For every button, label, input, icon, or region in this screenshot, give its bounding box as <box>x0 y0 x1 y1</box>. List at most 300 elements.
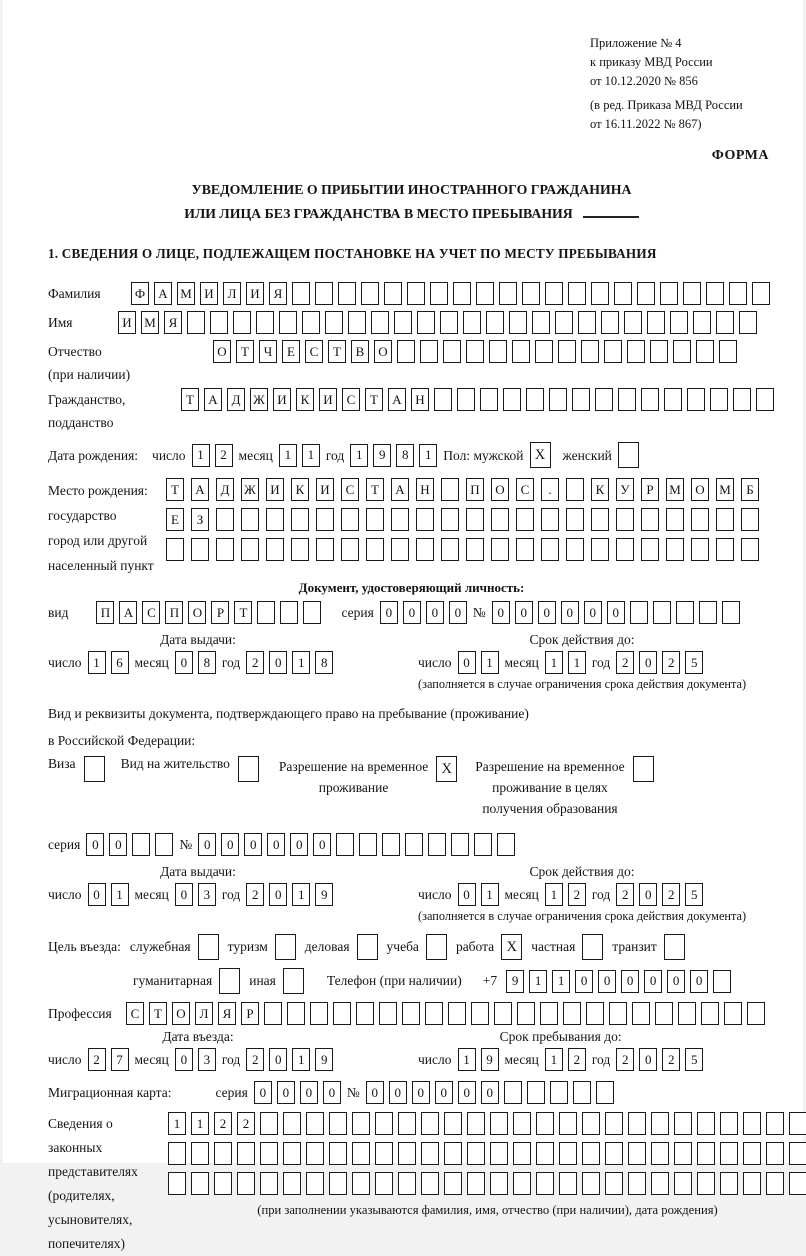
char-cell[interactable] <box>333 1002 351 1025</box>
char-cell[interactable]: 0 <box>221 833 239 856</box>
char-cell[interactable] <box>572 388 590 411</box>
char-cell[interactable] <box>722 601 740 624</box>
char-cell[interactable]: Е <box>282 340 300 363</box>
char-cell[interactable] <box>522 282 540 305</box>
char-cell[interactable]: И <box>266 478 284 501</box>
char-cell[interactable]: 2 <box>568 1048 586 1071</box>
char-cell[interactable] <box>315 282 333 305</box>
char-cell[interactable] <box>366 538 384 561</box>
char-cell[interactable]: 0 <box>323 1081 341 1104</box>
char-cell[interactable]: 0 <box>644 970 662 993</box>
char-cell[interactable] <box>666 508 684 531</box>
char-cell[interactable]: С <box>305 340 323 363</box>
char-cell[interactable] <box>416 538 434 561</box>
char-cell[interactable] <box>691 508 709 531</box>
char-cell[interactable]: 2 <box>246 883 264 906</box>
char-cell[interactable]: Я <box>269 282 287 305</box>
purpose-humanitarian-checkbox[interactable] <box>219 968 240 994</box>
char-cell[interactable] <box>696 340 714 363</box>
char-cell[interactable] <box>329 1112 347 1135</box>
char-cell[interactable] <box>391 508 409 531</box>
char-cell[interactable] <box>325 311 343 334</box>
char-cell[interactable] <box>581 340 599 363</box>
char-cell[interactable] <box>382 833 400 856</box>
char-cell[interactable] <box>384 282 402 305</box>
char-cell[interactable]: А <box>191 478 209 501</box>
char-cell[interactable]: У <box>616 478 634 501</box>
char-cell[interactable] <box>670 311 688 334</box>
char-cell[interactable]: 9 <box>315 1048 333 1071</box>
char-cell[interactable] <box>566 538 584 561</box>
char-cell[interactable] <box>559 1172 577 1195</box>
char-cell[interactable] <box>664 388 682 411</box>
char-cell[interactable] <box>555 311 573 334</box>
char-cell[interactable]: 0 <box>575 970 593 993</box>
char-cell[interactable] <box>499 282 517 305</box>
char-cell[interactable] <box>329 1142 347 1165</box>
char-cell[interactable] <box>440 311 458 334</box>
char-cell[interactable]: 8 <box>198 651 216 674</box>
char-cell[interactable]: 0 <box>561 601 579 624</box>
char-cell[interactable] <box>375 1112 393 1135</box>
char-cell[interactable] <box>720 1112 738 1135</box>
temp-residence-education-checkbox[interactable] <box>633 756 654 782</box>
char-cell[interactable]: 5 <box>685 1048 703 1071</box>
char-cell[interactable] <box>241 508 259 531</box>
char-cell[interactable] <box>541 538 559 561</box>
char-cell[interactable]: . <box>541 478 559 501</box>
char-cell[interactable]: 0 <box>607 601 625 624</box>
char-cell[interactable] <box>630 601 648 624</box>
char-cell[interactable] <box>716 538 734 561</box>
char-cell[interactable] <box>605 1172 623 1195</box>
char-cell[interactable] <box>512 340 530 363</box>
char-cell[interactable] <box>463 311 481 334</box>
char-cell[interactable]: 0 <box>584 601 602 624</box>
char-cell[interactable] <box>743 1112 761 1135</box>
char-cell[interactable] <box>536 1172 554 1195</box>
char-cell[interactable] <box>283 1112 301 1135</box>
char-cell[interactable] <box>618 388 636 411</box>
char-cell[interactable] <box>366 508 384 531</box>
char-cell[interactable]: 0 <box>366 1081 384 1104</box>
char-cell[interactable] <box>491 508 509 531</box>
char-cell[interactable] <box>701 1002 719 1025</box>
char-cell[interactable]: 0 <box>515 601 533 624</box>
char-cell[interactable]: 3 <box>198 1048 216 1071</box>
char-cell[interactable] <box>628 1142 646 1165</box>
char-cell[interactable] <box>341 508 359 531</box>
char-cell[interactable] <box>573 1081 591 1104</box>
char-cell[interactable]: 0 <box>667 970 685 993</box>
char-cell[interactable]: 8 <box>396 444 414 467</box>
char-cell[interactable] <box>591 282 609 305</box>
char-cell[interactable] <box>647 311 665 334</box>
char-cell[interactable]: К <box>291 478 309 501</box>
char-cell[interactable]: П <box>165 601 183 624</box>
purpose-transit-checkbox[interactable] <box>664 934 685 960</box>
char-cell[interactable]: 0 <box>449 601 467 624</box>
char-cell[interactable]: 2 <box>237 1112 255 1135</box>
char-cell[interactable]: 0 <box>389 1081 407 1104</box>
char-cell[interactable]: О <box>691 478 709 501</box>
char-cell[interactable] <box>168 1142 186 1165</box>
char-cell[interactable]: М <box>716 478 734 501</box>
char-cell[interactable] <box>283 1172 301 1195</box>
char-cell[interactable]: 0 <box>269 651 287 674</box>
char-cell[interactable] <box>578 311 596 334</box>
char-cell[interactable]: А <box>388 388 406 411</box>
char-cell[interactable]: 2 <box>215 444 233 467</box>
char-cell[interactable]: 3 <box>198 883 216 906</box>
char-cell[interactable]: Д <box>216 478 234 501</box>
char-cell[interactable] <box>214 1142 232 1165</box>
char-cell[interactable] <box>756 388 774 411</box>
char-cell[interactable] <box>379 1002 397 1025</box>
char-cell[interactable] <box>402 1002 420 1025</box>
char-cell[interactable] <box>398 1172 416 1195</box>
char-cell[interactable] <box>651 1172 669 1195</box>
char-cell[interactable] <box>540 1002 558 1025</box>
char-cell[interactable] <box>306 1142 324 1165</box>
char-cell[interactable] <box>466 538 484 561</box>
char-cell[interactable]: 7 <box>111 1048 129 1071</box>
char-cell[interactable]: Л <box>195 1002 213 1025</box>
char-cell[interactable] <box>678 1002 696 1025</box>
char-cell[interactable]: 1 <box>350 444 368 467</box>
char-cell[interactable] <box>471 1002 489 1025</box>
char-cell[interactable] <box>474 833 492 856</box>
char-cell[interactable]: 2 <box>662 1048 680 1071</box>
char-cell[interactable]: 9 <box>506 970 524 993</box>
char-cell[interactable] <box>591 538 609 561</box>
char-cell[interactable]: 1 <box>302 444 320 467</box>
char-cell[interactable] <box>191 538 209 561</box>
char-cell[interactable]: 1 <box>168 1112 186 1135</box>
char-cell[interactable] <box>467 1172 485 1195</box>
char-cell[interactable] <box>614 282 632 305</box>
char-cell[interactable] <box>486 311 504 334</box>
purpose-other-checkbox[interactable] <box>283 968 304 994</box>
char-cell[interactable] <box>375 1172 393 1195</box>
char-cell[interactable] <box>166 538 184 561</box>
char-cell[interactable] <box>420 340 438 363</box>
char-cell[interactable] <box>752 282 770 305</box>
char-cell[interactable]: А <box>204 388 222 411</box>
char-cell[interactable] <box>490 1142 508 1165</box>
char-cell[interactable]: 1 <box>568 651 586 674</box>
char-cell[interactable] <box>720 1172 738 1195</box>
char-cell[interactable] <box>683 282 701 305</box>
char-cell[interactable] <box>233 311 251 334</box>
char-cell[interactable] <box>766 1112 784 1135</box>
char-cell[interactable] <box>509 311 527 334</box>
char-cell[interactable]: О <box>213 340 231 363</box>
char-cell[interactable]: А <box>119 601 137 624</box>
char-cell[interactable] <box>691 538 709 561</box>
char-cell[interactable]: 0 <box>639 883 657 906</box>
char-cell[interactable]: З <box>191 508 209 531</box>
char-cell[interactable]: 2 <box>662 883 680 906</box>
char-cell[interactable] <box>706 282 724 305</box>
char-cell[interactable] <box>729 282 747 305</box>
char-cell[interactable] <box>673 340 691 363</box>
char-cell[interactable] <box>391 538 409 561</box>
char-cell[interactable]: 1 <box>545 883 563 906</box>
char-cell[interactable] <box>292 282 310 305</box>
char-cell[interactable]: В <box>351 340 369 363</box>
char-cell[interactable]: 0 <box>244 833 262 856</box>
char-cell[interactable]: 5 <box>685 883 703 906</box>
char-cell[interactable]: Т <box>234 601 252 624</box>
char-cell[interactable] <box>676 601 694 624</box>
char-cell[interactable] <box>310 1002 328 1025</box>
char-cell[interactable] <box>641 508 659 531</box>
char-cell[interactable] <box>513 1142 531 1165</box>
char-cell[interactable] <box>466 340 484 363</box>
char-cell[interactable]: 0 <box>198 833 216 856</box>
char-cell[interactable]: 0 <box>458 651 476 674</box>
char-cell[interactable] <box>476 282 494 305</box>
char-cell[interactable] <box>743 1142 761 1165</box>
char-cell[interactable] <box>266 508 284 531</box>
char-cell[interactable]: 0 <box>690 970 708 993</box>
char-cell[interactable] <box>541 508 559 531</box>
char-cell[interactable]: 0 <box>313 833 331 856</box>
char-cell[interactable] <box>503 388 521 411</box>
char-cell[interactable] <box>741 508 759 531</box>
char-cell[interactable]: 2 <box>568 883 586 906</box>
char-cell[interactable] <box>494 1002 512 1025</box>
purpose-business-checkbox[interactable] <box>357 934 378 960</box>
purpose-tourism-checkbox[interactable] <box>275 934 296 960</box>
char-cell[interactable] <box>747 1002 765 1025</box>
char-cell[interactable] <box>716 311 734 334</box>
char-cell[interactable] <box>655 1002 673 1025</box>
char-cell[interactable] <box>660 282 678 305</box>
char-cell[interactable] <box>739 311 757 334</box>
char-cell[interactable]: 0 <box>109 833 127 856</box>
char-cell[interactable]: 1 <box>292 1048 310 1071</box>
char-cell[interactable] <box>283 1142 301 1165</box>
char-cell[interactable] <box>264 1002 282 1025</box>
char-cell[interactable] <box>766 1142 784 1165</box>
char-cell[interactable] <box>279 311 297 334</box>
char-cell[interactable] <box>516 508 534 531</box>
char-cell[interactable] <box>719 340 737 363</box>
char-cell[interactable] <box>398 1112 416 1135</box>
char-cell[interactable] <box>287 1002 305 1025</box>
char-cell[interactable] <box>674 1142 692 1165</box>
char-cell[interactable] <box>451 833 469 856</box>
char-cell[interactable] <box>504 1081 522 1104</box>
char-cell[interactable] <box>559 1142 577 1165</box>
char-cell[interactable] <box>535 340 553 363</box>
char-cell[interactable]: Е <box>166 508 184 531</box>
char-cell[interactable] <box>563 1002 581 1025</box>
char-cell[interactable]: 1 <box>111 883 129 906</box>
purpose-official-checkbox[interactable] <box>198 934 219 960</box>
char-cell[interactable] <box>237 1172 255 1195</box>
char-cell[interactable] <box>527 1081 545 1104</box>
char-cell[interactable]: 1 <box>279 444 297 467</box>
char-cell[interactable]: Ф <box>131 282 149 305</box>
char-cell[interactable]: 0 <box>598 970 616 993</box>
char-cell[interactable] <box>549 388 567 411</box>
char-cell[interactable]: Р <box>641 478 659 501</box>
char-cell[interactable] <box>291 508 309 531</box>
char-cell[interactable]: 0 <box>621 970 639 993</box>
char-cell[interactable] <box>693 311 711 334</box>
char-cell[interactable]: Н <box>416 478 434 501</box>
char-cell[interactable]: М <box>141 311 159 334</box>
char-cell[interactable] <box>467 1142 485 1165</box>
char-cell[interactable]: 0 <box>86 833 104 856</box>
char-cell[interactable]: 1 <box>545 651 563 674</box>
char-cell[interactable] <box>260 1172 278 1195</box>
char-cell[interactable] <box>428 833 446 856</box>
char-cell[interactable] <box>256 311 274 334</box>
char-cell[interactable] <box>616 538 634 561</box>
char-cell[interactable]: К <box>296 388 314 411</box>
char-cell[interactable] <box>789 1142 806 1165</box>
char-cell[interactable] <box>214 1172 232 1195</box>
char-cell[interactable] <box>155 833 173 856</box>
char-cell[interactable]: 0 <box>277 1081 295 1104</box>
char-cell[interactable]: 0 <box>458 1081 476 1104</box>
char-cell[interactable] <box>582 1142 600 1165</box>
char-cell[interactable] <box>216 508 234 531</box>
char-cell[interactable] <box>545 282 563 305</box>
char-cell[interactable] <box>624 311 642 334</box>
char-cell[interactable] <box>352 1172 370 1195</box>
char-cell[interactable]: 1 <box>88 651 106 674</box>
char-cell[interactable] <box>421 1142 439 1165</box>
char-cell[interactable]: А <box>154 282 172 305</box>
char-cell[interactable]: К <box>591 478 609 501</box>
char-cell[interactable] <box>741 538 759 561</box>
char-cell[interactable] <box>651 1112 669 1135</box>
char-cell[interactable] <box>441 478 459 501</box>
char-cell[interactable]: 9 <box>481 1048 499 1071</box>
char-cell[interactable] <box>697 1142 715 1165</box>
char-cell[interactable]: 9 <box>315 883 333 906</box>
char-cell[interactable] <box>491 538 509 561</box>
char-cell[interactable] <box>397 340 415 363</box>
char-cell[interactable] <box>595 388 613 411</box>
char-cell[interactable] <box>490 1172 508 1195</box>
char-cell[interactable]: 0 <box>639 651 657 674</box>
char-cell[interactable] <box>441 538 459 561</box>
visa-checkbox[interactable] <box>84 756 105 782</box>
char-cell[interactable]: 0 <box>267 833 285 856</box>
char-cell[interactable] <box>526 388 544 411</box>
char-cell[interactable] <box>266 538 284 561</box>
char-cell[interactable] <box>605 1112 623 1135</box>
char-cell[interactable]: И <box>273 388 291 411</box>
char-cell[interactable] <box>627 340 645 363</box>
char-cell[interactable] <box>605 1142 623 1165</box>
char-cell[interactable] <box>336 833 354 856</box>
char-cell[interactable]: 0 <box>269 883 287 906</box>
char-cell[interactable] <box>559 1112 577 1135</box>
char-cell[interactable]: 1 <box>481 651 499 674</box>
char-cell[interactable] <box>789 1172 806 1195</box>
char-cell[interactable] <box>444 1112 462 1135</box>
char-cell[interactable]: Я <box>164 311 182 334</box>
char-cell[interactable] <box>237 1142 255 1165</box>
char-cell[interactable] <box>329 1172 347 1195</box>
char-cell[interactable]: Л <box>223 282 241 305</box>
char-cell[interactable]: 0 <box>175 883 193 906</box>
char-cell[interactable] <box>306 1172 324 1195</box>
char-cell[interactable] <box>398 1142 416 1165</box>
char-cell[interactable] <box>604 340 622 363</box>
char-cell[interactable] <box>168 1172 186 1195</box>
char-cell[interactable] <box>405 833 423 856</box>
char-cell[interactable] <box>586 1002 604 1025</box>
char-cell[interactable]: Ж <box>241 478 259 501</box>
char-cell[interactable] <box>651 1142 669 1165</box>
char-cell[interactable]: О <box>491 478 509 501</box>
char-cell[interactable] <box>516 538 534 561</box>
char-cell[interactable]: 0 <box>269 1048 287 1071</box>
char-cell[interactable] <box>628 1112 646 1135</box>
char-cell[interactable]: 0 <box>458 883 476 906</box>
char-cell[interactable]: 0 <box>175 651 193 674</box>
char-cell[interactable] <box>434 388 452 411</box>
char-cell[interactable]: 2 <box>616 651 634 674</box>
char-cell[interactable] <box>421 1112 439 1135</box>
residence-permit-checkbox[interactable] <box>238 756 259 782</box>
char-cell[interactable] <box>371 311 389 334</box>
char-cell[interactable]: М <box>666 478 684 501</box>
char-cell[interactable] <box>407 282 425 305</box>
char-cell[interactable]: О <box>188 601 206 624</box>
char-cell[interactable]: П <box>466 478 484 501</box>
char-cell[interactable] <box>697 1172 715 1195</box>
char-cell[interactable] <box>375 1142 393 1165</box>
char-cell[interactable] <box>490 1112 508 1135</box>
char-cell[interactable] <box>641 388 659 411</box>
char-cell[interactable] <box>591 508 609 531</box>
char-cell[interactable]: 0 <box>538 601 556 624</box>
char-cell[interactable] <box>674 1172 692 1195</box>
char-cell[interactable] <box>653 601 671 624</box>
char-cell[interactable]: С <box>342 388 360 411</box>
char-cell[interactable]: 2 <box>246 651 264 674</box>
char-cell[interactable]: Р <box>241 1002 259 1025</box>
char-cell[interactable] <box>716 508 734 531</box>
char-cell[interactable] <box>532 311 550 334</box>
char-cell[interactable]: 1 <box>545 1048 563 1071</box>
char-cell[interactable]: 0 <box>481 1081 499 1104</box>
char-cell[interactable] <box>291 538 309 561</box>
char-cell[interactable] <box>766 1172 784 1195</box>
char-cell[interactable]: 0 <box>426 601 444 624</box>
char-cell[interactable]: 1 <box>481 883 499 906</box>
char-cell[interactable] <box>582 1112 600 1135</box>
char-cell[interactable]: 1 <box>458 1048 476 1071</box>
char-cell[interactable] <box>628 1172 646 1195</box>
char-cell[interactable] <box>448 1002 466 1025</box>
char-cell[interactable] <box>341 538 359 561</box>
char-cell[interactable] <box>444 1142 462 1165</box>
char-cell[interactable] <box>359 833 377 856</box>
char-cell[interactable]: С <box>341 478 359 501</box>
char-cell[interactable] <box>257 601 275 624</box>
char-cell[interactable] <box>417 311 435 334</box>
